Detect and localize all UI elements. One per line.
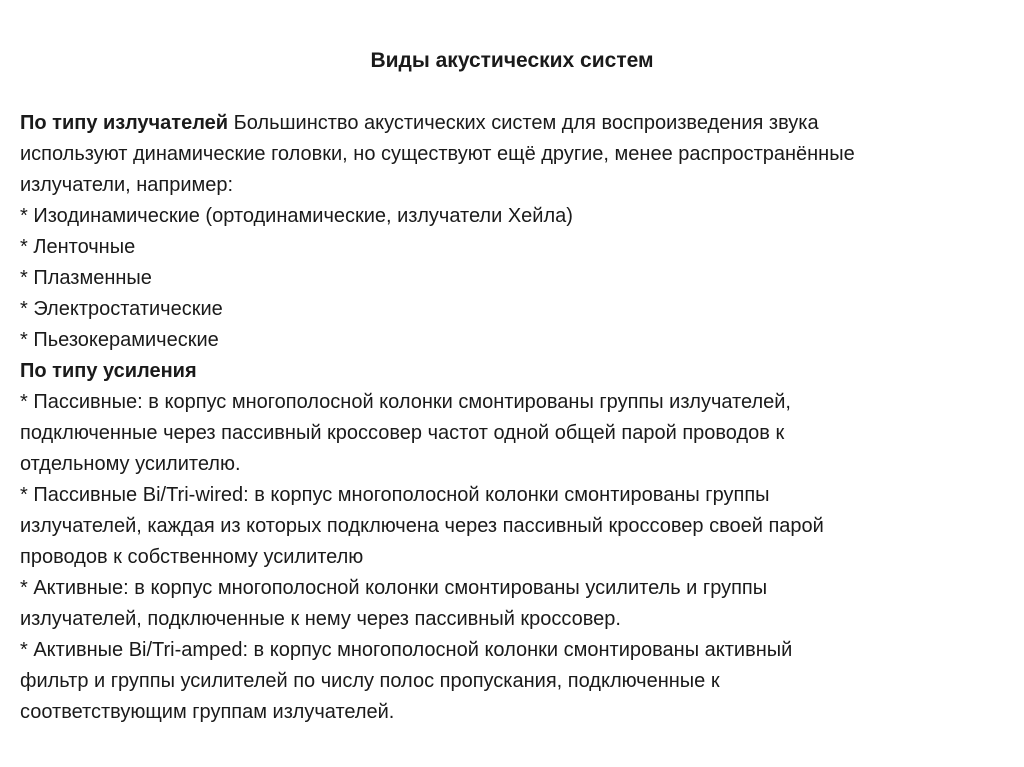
amplification-line: * Активные: в корпус многополосной колонки смонтированы усилитель и группы bbox=[20, 577, 768, 599]
amplification-line: проводов к собственному усилителю bbox=[20, 546, 364, 568]
section2-heading: По типу усиления bbox=[20, 360, 197, 382]
amplification-line: отдельному усилителю. bbox=[20, 453, 241, 475]
amplification-line: фильтр и группы усилителей по числу полос пропускания, подключенные к bbox=[20, 670, 720, 692]
amplification-line: подключенные через пассивный кроссовер частот одной общей парой проводов к bbox=[20, 422, 785, 444]
section1-intro-line3: излучатели, например: bbox=[20, 174, 234, 196]
section1-intro-text: Большинство акустических систем для воспроизведения звука bbox=[228, 112, 819, 134]
amplification-line: соответствующим группам излучателей. bbox=[20, 701, 395, 723]
slide-title: Виды акустических систем bbox=[370, 49, 654, 72]
section1-intro-line2: используют динамические головки, но существуют ещё другие, менее распространённые bbox=[20, 143, 855, 165]
emitter-type-item: * Изодинамические (ортодинамические, излучатели Хейла) bbox=[20, 205, 573, 227]
slide-body bbox=[20, 108, 1010, 728]
amplification-line: * Пассивные: в корпус многополосной колонки смонтированы группы излучателей, bbox=[20, 391, 791, 413]
amplification-line: * Активные Bi/Tri-amped: в корпус многополосной колонки смонтированы активный bbox=[20, 639, 793, 661]
emitter-type-item: * Пьезокерамические bbox=[20, 329, 219, 351]
amplification-line: излучателей, каждая из которых подключена через пассивный кроссовер своей парой bbox=[20, 515, 824, 537]
emitter-type-item: * Ленточные bbox=[20, 236, 136, 258]
section1-heading: По типу излучателей bbox=[20, 112, 229, 134]
amplification-line: излучателей, подключенные к нему через пассивный кроссовер. bbox=[20, 608, 621, 630]
amplification-line: * Пассивные Bi/Tri-wired: в корпус многополосной колонки смонтированы группы bbox=[20, 484, 770, 506]
section1-intro-line bbox=[20, 108, 1010, 139]
emitter-type-item: * Плазменные bbox=[20, 267, 152, 289]
emitter-type-item: * Электростатические bbox=[20, 298, 223, 320]
